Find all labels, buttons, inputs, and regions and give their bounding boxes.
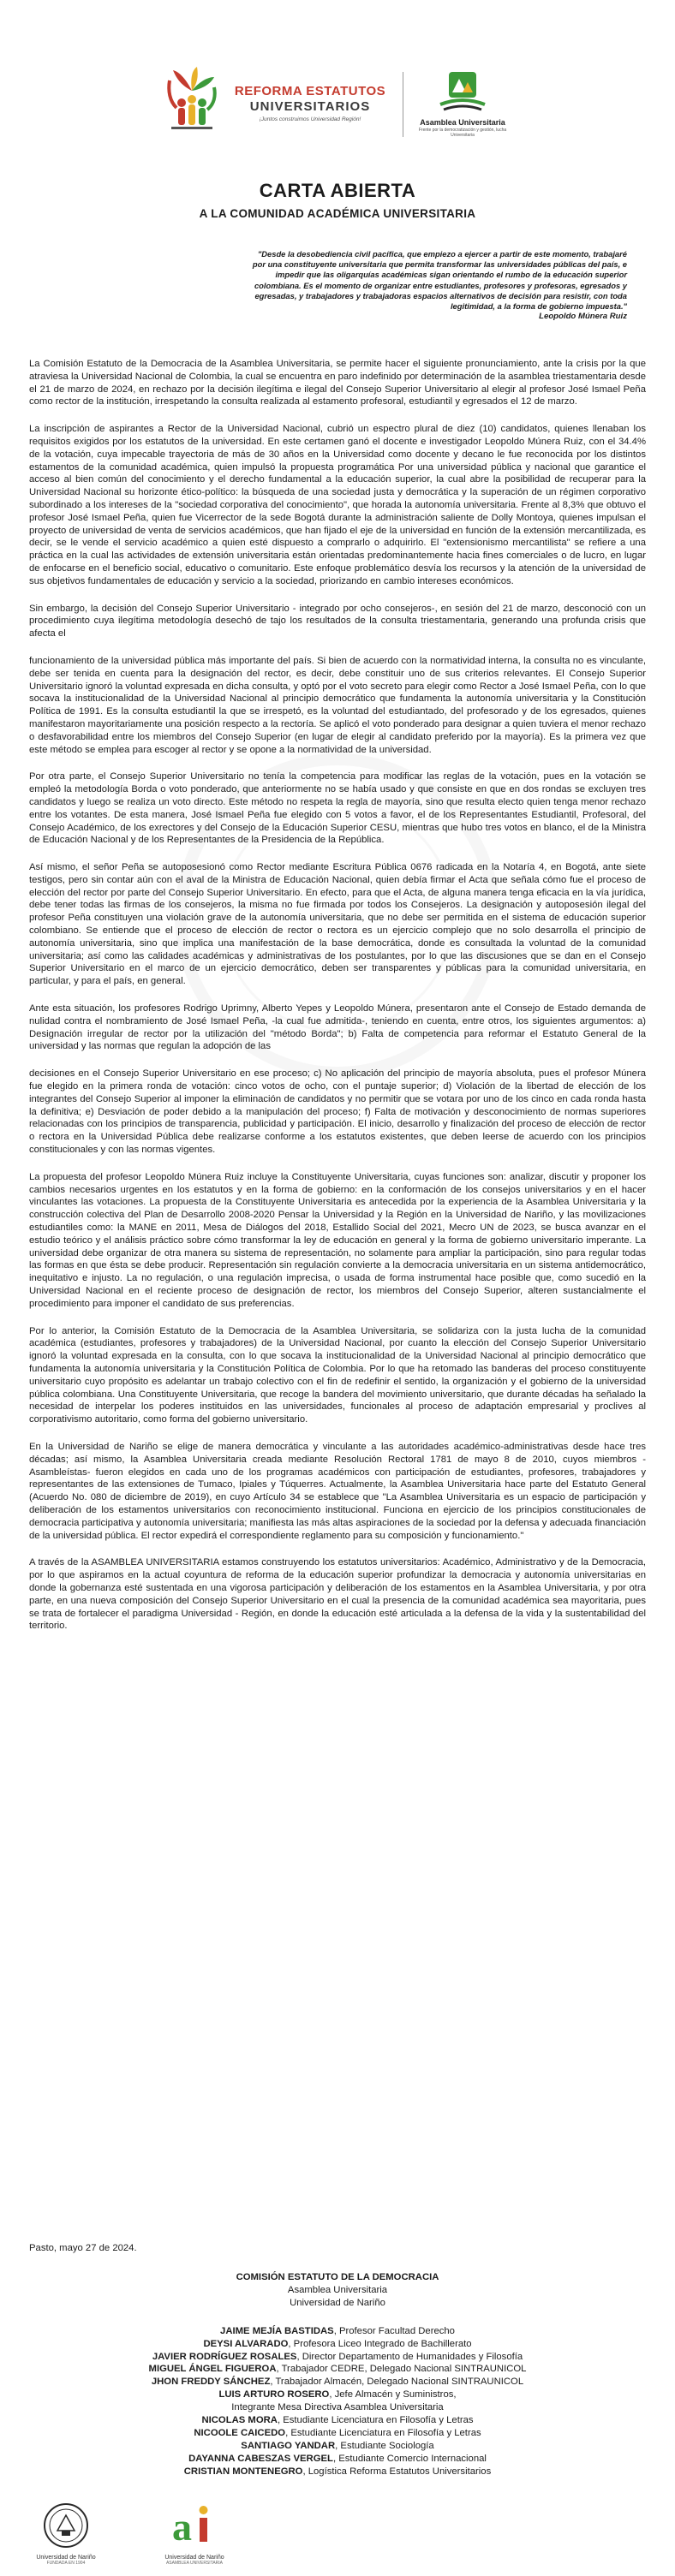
body-paragraph: La propuesta del profesor Leopoldo Múnera Ruiz incluye la Constituyente Universitaria, cuyas funciones son: analizar, discutir y proponer los cambios necesarios urgentes en los estatutos y en la forma de gobierno: en la conformación de los consejos universitarios y en el hacer vinculantes las votaciones. La propuesta de la Constituyente Universitaria es antecedida por la experiencia de la Asamblea Universitaria y la construcción colectiva del Plan de Desarrollo 2008-2020 Pensar la Universidad y la Región en la Universidad de Nariño, y las movilizaciones estudiantiles como: la MANE en 2011, Mesa de Diálogos del 2018, Estallido Social del 2021, Mecro UN de 2023, se busca avanzar en el estudio teórico y el análisis práctico sobre cómo transformar la ley de educación en general y la forma de gobierno universitario imperante. La universidad debe organizar de otra manera su sistema de representación, no solamente para ampliar la participación, sino para regular todas las formas en que ésta se debe producir. Representación sin regulación convierte a la democracia universitaria en un sistema antidemocrático, inequitativo e injusto. La no regulación, o una regulación imprecisa, o usada de forma instrumental hace posible que, como sucedió en la Universidad Nacional en el reciente proceso de designación de rector, los miembros del Consejo Superior, alteren sustancialmente el procedimiento para imponer el candidato de sus preferencias. bbox=[29, 1171, 646, 1309]
signatory-name: NICOOLE CAICEDO bbox=[194, 2427, 286, 2438]
epigraph-quote bbox=[250, 249, 627, 323]
signatory-name: SANTIAGO YANDAR bbox=[241, 2440, 336, 2451]
ai-emblem-icon bbox=[167, 2502, 222, 2549]
udenar-seal-logo bbox=[19, 2502, 113, 2566]
signatory bbox=[0, 2401, 675, 2414]
epigraph-text: "Desde la desobediencia civil pacífica, que empiezo a ejercer a partir de este momento, trabajaré por una constituyente universitaria que permita transformar las universidades públicas del país, e impedir que las oligarquías académicas sigan orientando el rumbo de la educación superior colombiana. Es el momento de organizar entre estudiantes, profesores y profesoras, egresados y egresadas, y trabajadores y trabajadoras espacios alternativos de decisión para resistir, con toda legitimidad, a la forma de gobierno impuesta." bbox=[252, 249, 627, 312]
asamblea-tagline: Frente por la democratización y gestión, lucha Universitaria bbox=[418, 128, 507, 138]
signatory-role: , Trabajador CEDRE, Delegado Nacional SINTRAUNICOL bbox=[276, 2364, 527, 2375]
signatory-name: MIGUEL ÁNGEL FIGUEROA bbox=[148, 2364, 277, 2375]
asamblea-universitaria-logo bbox=[411, 70, 514, 138]
signatory bbox=[0, 2440, 675, 2453]
signatory bbox=[0, 2414, 675, 2427]
signatory-role: , Logística Reforma Estatutos Universitarios bbox=[302, 2466, 492, 2477]
signatory bbox=[0, 2363, 675, 2376]
signatory-name: DEYSI ALVARADO bbox=[203, 2338, 289, 2349]
signatory-role: , Estudiante Licenciatura en Filosofía y Letras bbox=[277, 2415, 474, 2426]
letter-body bbox=[29, 358, 646, 1647]
signatory-role: Integrante Mesa Directiva Asamblea Universitaria bbox=[231, 2402, 444, 2413]
signatory bbox=[0, 2453, 675, 2466]
signatory-role: , Estudiante Licenciatura en Filosofía y Letras bbox=[285, 2427, 481, 2438]
signatory-name: LUIS ARTURO ROSERO bbox=[218, 2389, 330, 2400]
brand-wordmark bbox=[224, 84, 396, 122]
reforma-estatutos-logo bbox=[161, 65, 223, 137]
date-line: Pasto, mayo 27 de 2024. bbox=[29, 2243, 137, 2253]
signatory bbox=[0, 2338, 675, 2351]
ai-subcaption: ASAMBLEA UNIVERSITARIA bbox=[165, 2561, 224, 2566]
body-paragraph: A través de la ASAMBLEA UNIVERSITARIA estamos construyendo los estatutos universitarios: Académico, Administrativo y de la Democracia, por lo que aspiramos en la actual coyuntura de reforma de la educación superior profundizar la democracia y autonomía universitarias en donde la gobernanza esté sustentada en una vigorosa participación y deliberación de los estamentos en la Asamblea Universitaria, y por otra parte, en una nueva composición del Consejo Superior Universitario en el cual la presencia de la comunidad académica sea mayoritaria, pues se trata de fortalecer el paradigma Universidad - Región, en donde la educación esté articulada a la defensa de la vida y la sustentabilidad del territorio. bbox=[29, 1557, 646, 1632]
body-paragraph: La Comisión Estatuto de la Democracia de la Asamblea Universitaria, se permite hacer el siguiente pronunciamiento, ante la crisis por la que atraviesa la Universidad Nacional de Colombia, la cual se encuentra en paro indefinido por determinación de la asamblea triestamentaria desde el 21 de marzo de 2024, en rechazo por la decisión ilegítima e ilegal del Consejo Superior Universitario al elegir al profesor José Ismael Peña como rector de la institución, irrespetando la consulta realizada al estamento profesoral, estudiantil y egresados el 12 de marzo. bbox=[29, 359, 646, 408]
signatory-name: JAVIER RODRÍGUEZ ROSALES bbox=[152, 2351, 297, 2362]
signatory-name: JHON FREDDY SÁNCHEZ bbox=[151, 2377, 271, 2388]
body-paragraph: decisiones en el Consejo Superior Universitario en ese proceso; c) No aplicación del principio de mayoría absoluta, pues el profesor Múnera fue elegido en la primera ronda de votación: cinco votos de ocho, con el puntaje superior; d) Violación de la libertad de elección de los integrantes del Consejo Superior al imponer la eliminación de candidatos y no permitir que se votara por uno de los cinco en cada ronda hasta la definitiva; e) Desviación de poder debido a la manipulación del proceso; f) Falta de motivación y desconocimiento de normas superiores relacionadas con los principios de transparencia, publicidad y participación. El inicio, desarrollo y finalización del proceso de elección de rector o rectora en la Universidad Pública debe realizarse conforme a los estatutos existentes, que deben leerse de acuerdo con los principios constitucionales y con las normas vigentes. bbox=[29, 1068, 646, 1156]
title-block bbox=[0, 180, 675, 220]
signatory-role: , Jefe Almacén y Suministros, bbox=[329, 2389, 457, 2400]
seal-subcaption: FUNDADA EN 1904 bbox=[46, 2561, 86, 2566]
ai-caption: Universidad de Nariño bbox=[164, 2555, 224, 2561]
signatory-role: , Estudiante Comercio Internacional bbox=[332, 2453, 487, 2464]
university-name: Universidad de Nariño bbox=[290, 2297, 385, 2308]
commission-name: COMISIÓN ESTATUTO DE LA DEMOCRACIA bbox=[236, 2272, 439, 2282]
signatory bbox=[0, 2466, 675, 2478]
signatory-role: , Estudiante Sociología bbox=[335, 2440, 434, 2451]
body-paragraph: Ante esta situación, los profesores Rodrigo Uprimny, Alberto Yepes y Leopoldo Múnera, presentaron ante el Consejo de Estado demanda de nulidad contra el nombramiento de José Ismael Peña, -la cual fue admitida-, teniendo en cuenta, entre otros, los siguientes argumentos: a) Designación irregular de rector por la utilización del "método Borda"; b) Falta de competencia para reformar el Estatuto General de la universidad y las normas que regulan la adopción de las bbox=[29, 1003, 646, 1052]
signatory bbox=[0, 2389, 675, 2401]
signatory-role: , Director Departamento de Humanidades y Filosofía bbox=[296, 2351, 523, 2362]
signatory-role: , Profesor Facultad Derecho bbox=[333, 2325, 455, 2336]
university-seal-icon bbox=[43, 2502, 89, 2549]
signature-block bbox=[0, 2271, 675, 2478]
letter-footer bbox=[0, 2496, 675, 2573]
signatory bbox=[0, 2427, 675, 2440]
brand-title: REFORMA ESTATUTOS bbox=[234, 84, 386, 98]
signatory-name: DAYANNA CABESZAS VERGEL bbox=[188, 2453, 333, 2464]
body-paragraph: Por lo anterior, la Comisión Estatuto de la Democracia de la Asamblea Universitaria, se solidariza con la justa lucha de la comunidad académica (estudiantes, profesores y trabajadores) de la Universidad Nacional, por cuanto la elección del Consejo Superior Universitario ignoró la voluntad expresada en la consulta, con lo que socava la institucionalidad de la Universidad Nacional al principio democrático que fundamenta la autonomía universitaria y la Constitución Política de Colombia. Por lo que ha retomado las banderas del proceso constituyente universitario cuyo propósito es adelantar un trabajo colectivo con el fin de redefinir el sentido, la organización y el gobierno de la universidad pública colombiana. Una Constituyente Universitaria, que recoge la bandera del movimiento universitario, que durante décadas ha señalado la necesidad de interpelar los poderes instituidos en las universidades, funcionales al proceso de adaptación empresarial y proclives al corporativismo autoritario, como forma del gobierno universitario. bbox=[29, 1325, 646, 1425]
signatory-role: , Profesora Liceo Integrado de Bachillerato bbox=[288, 2338, 472, 2349]
org-name: Asamblea Universitaria bbox=[287, 2284, 388, 2295]
asamblea-name: Asamblea Universitaria bbox=[420, 118, 505, 127]
signatory bbox=[0, 2351, 675, 2364]
signatory-name: CRISTIAN MONTENEGRO bbox=[183, 2466, 303, 2477]
body-paragraph: Sin embargo, la decisión del Consejo Superior Universitario - integrado por ocho consejeros-, en sesión del 21 de marzo, desconoció con un procedimiento cuya ilegítima metodología desechó de tajo los resultados de la consulta triestamentaria, generando una profunda crisis que afecta el bbox=[29, 603, 646, 640]
letter-header bbox=[0, 57, 675, 142]
seal-caption: Universidad de Nariño bbox=[36, 2555, 96, 2561]
body-paragraph: En la Universidad de Nariño se elige de manera democrática y vinculante a las autoridades académico-administrativas desde hace tres décadas; así mismo, la Asamblea Universitaria creada mediante Resolución Rectoral 1781 de mayo 8 de 2010, cuyos miembros -Asambleístas- fueron elegidos en cada uno de los programas académicos con participación de estudiantes, profesores, trabajadores y representantes de las extensiones de Tumaco, Ipiales y Túquerres. Actualmente, la Asamblea Universitaria hace parte del Estatuto General (Acuerdo No. 080 de diciembre de 2019), en cuyo Artículo 34 se establece que "La Asamblea Universitaria es un espacio de participación y deliberación de los estamentos universitarios con reconocimiento institucional. Funciona en ejercicio de los principios constitucionales de democracia participativa y autonomía universitaria; manifiesta las más altas aspiraciones de la sociedad por la defensa y adecuada financiación de la universidad pública. El rector expedirá el correspondiente reglamento para su composición y funcionamiento." bbox=[29, 1441, 646, 1541]
letter-title: CARTA ABIERTA bbox=[259, 180, 416, 201]
brand-subtitle: UNIVERSITARIOS bbox=[249, 99, 371, 114]
signatory-name: NICOLAS MORA bbox=[201, 2415, 278, 2426]
ai-logo bbox=[147, 2502, 242, 2566]
epigraph-author: Leopoldo Múnera Ruiz bbox=[539, 312, 627, 322]
body-paragraph: La inscripción de aspirantes a Rector de la Universidad Nacional, cubrió un espectro plural de diez (10) candidatos, quienes llenaban los requisitos exigidos por los estatutos de la universidad. En este certamen ganó el docente e investigador Leopoldo Múnera Ruiz, con el 34.4% de la votación, cuya impecable trayectoria de más de 30 años en la Universidad como docente y decano le fue reconocida por los distintos estamentos de la comunidad académica, quien impulsó la propuesta programática Por una universidad pública y nacional que garantice el acceso al bien común del conocimiento y el derecho fundamental a la educación superior, la cual abre la posibilidad de recuperar para la Universidad Nacional su horizonte ético-político: la búsqueda de una sociedad justa y democrática y la superación de un régimen corporativo subordinado a los intereses de la "sociedad corporativa del conocimiento", que horada la autonomía universitaria. Frente al 8,3% que obtuvo el profesor José Ismael Peña, quien fue Vicerrector de la sede Bogotá durante la administración saliente de Dolly Montoya, quienes impulsan el proyecto de universidad de venta de servicios académicos, que han fijado el eje de la universidad en función de la extensión mercantilizada, es decir, se le vende el servicio académico a quien esté dispuesto a comprarlo o adquirirlo. El "extensionismo mercantilista" se refiere a una práctica en la cual las actividades de extensión universitaria están orientadas predominantemente hacia fines comerciales o de lucro, en lugar de enfocarse en el beneficio social, educativo o comunitario. Este enfoque problemático desvía los recursos y la atención de la universidad de sus objetivos fundamentales de educación y servicio a la sociedad, priorizando en cambio intereses económicos. bbox=[29, 424, 646, 586]
asamblea-emblem-icon bbox=[437, 70, 488, 116]
signatories-list bbox=[0, 2325, 675, 2478]
letter-subtitle: A LA COMUNIDAD ACADÉMICA UNIVERSITARIA bbox=[199, 207, 476, 220]
body-paragraph: funcionamiento de la universidad pública más importante del país. Si bien de acuerdo con la normatividad interna, la consulta no es vinculante, debe ser tenida en cuenta para la designación del rector, es decir, debe constituir uno de sus criterios relevantes. El Consejo Superior Universitario ignoró la voluntad expresada en dicha consulta, y optó por el voto secreto para elegir como Rector a José Ismael Peña, con lo que socava la institucionalidad de la Universidad Nacional al principio democrático que fundamenta la autonomía universitaria y la Constitución Política de 1991. Es la consulta estudiantil la que se irrespetó, es la voluntad del estudiantado, del profesorado y de los egresados, quienes manifestaron mayoritariamente una posición respecto a la rectoría. Se aplicó el voto ponderado para designar a quien tuviera el menor rechazo o desfavorabilidad entre los miembros del Consejo Superior (en lugar de elegir al candidato preferido por la mayoría). Es la primera vez que este método se emplea para escoger al rector y se opone a la normatividad de la universidad. bbox=[29, 655, 646, 755]
signatory bbox=[0, 2325, 675, 2338]
svg-text:a: a bbox=[172, 2505, 192, 2549]
signatory bbox=[0, 2376, 675, 2389]
signatory-role: , Trabajador Almacén, Delegado Nacional SINTRAUNICOL bbox=[270, 2377, 524, 2388]
signatory-name: JAIME MEJÍA BASTIDAS bbox=[220, 2325, 334, 2336]
body-paragraph: Por otra parte, el Consejo Superior Universitario no tenía la competencia para modificar las reglas de la votación, pues en la votación se empleó la metodología Borda o voto ponderado, que anteriormente no se había usado y que consiste en que en dos rondas se excluyen tres candidatos y luego se realiza un voto directo. Este método no respeta la regla de mayoría, sino que resulta electo quien tenga menor rechazo entre los votantes. De esta manera, José Ismael Peña fue elegido con 5 votos a favor, el de los Representantes Estudiantil, Profesoral, del Consejo Académico, de los exrectores y del Consejo de la Educación Superior CESU, mientras que hubo tres votos en blanco, el de la Ministra de Educación Nacional y de los Representantes de la Presidencia de la República. bbox=[29, 771, 646, 846]
brand-tagline: ¡Juntos construimos Universidad Región! bbox=[259, 116, 361, 122]
body-paragraph: Así mismo, el señor Peña se autoposesionó como Rector mediante Escritura Pública 0676 radicada en la Notaría 4, en Bogotá, ante siete testigos, pero sin contar aún con el aval de la Ministra de Educación Nacional, quien debía firmar el Acta que señala cómo fue el proceso de elección del rector por parte del Consejo Superior Universitario. En efecto, para que el Acta, de alguna manera tenga eficacia en la vía jurídica, debe tener todas las firmas de los consejeros, la misma no fue firmada por todos los Consejeros. La designación y autoposesión ilegal del profesor Peña constituyen una violación grave de la autonomía universitaria, que no debe ser permitida en el sistema de educación superior colombiano. Se entiende que el proceso de elección de rector o rectora es un ejercicio complejo que no solo desarrolla el principio de autonomía universitaria, sino que implica una manifestación de la base democrática, donde es consultada la voluntad de la comunidad universitaria; así como las calidades académicas y administrativas de los postulantes, por lo que las discusiones que se dan en el Consejo Superior Universitario en el marco de un ejercicio democrático, deben ser transparentes y públicas para la comunidad universitaria, en particular, y para el país, en general. bbox=[29, 862, 646, 987]
